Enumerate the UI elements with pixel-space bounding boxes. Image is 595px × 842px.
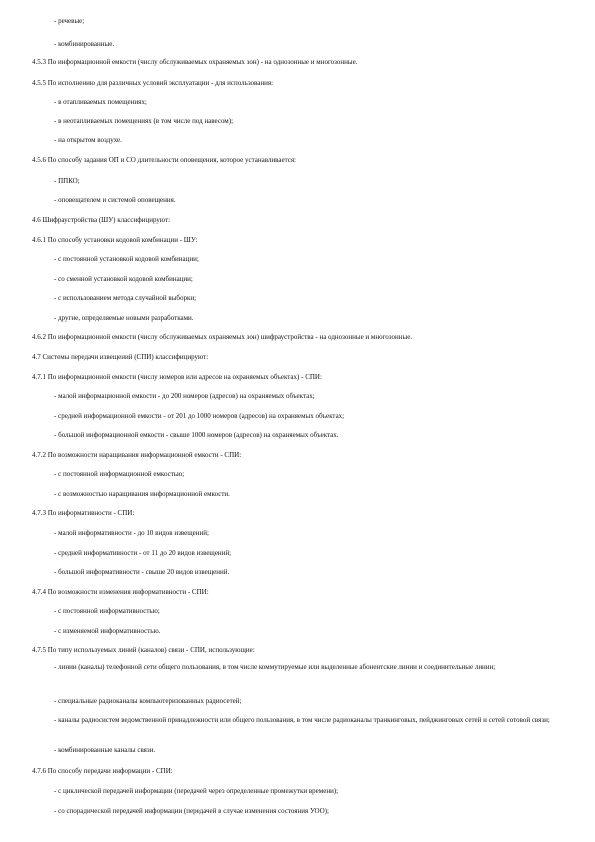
- list-item: - большой информационной емкости - свыше 1000 номеров (адресов) на охраняемых объектах.: [54, 431, 339, 439]
- list-item: - комбинированные.: [54, 40, 115, 48]
- list-item: - малой информативности - до 10 видов извещений;: [54, 529, 209, 537]
- list-item: - другие, определяемые новыми разработками.: [54, 314, 194, 322]
- list-item: - с использованием метода случайной выборки;: [54, 294, 197, 302]
- list-item: - комбинированные каналы связи.: [54, 746, 156, 754]
- list-item: - с постоянной информационной емкостью;: [54, 470, 185, 478]
- clause-paragraph: 4.7.2 По возможности наращивания информационной емкости - СПИ:: [32, 451, 242, 459]
- list-item: - специальные радиоканалы компьютеризованных радиосетей;: [54, 697, 242, 705]
- clause-paragraph: 4.6.1 По способу установки кодовой комбинации - ШУ:: [32, 236, 198, 244]
- list-item: - большой информативности - свыше 20 видов извещений.: [54, 568, 230, 576]
- list-item: - малой информационной емкости - до 200 номеров (адресов) на охраняемых объектах;: [54, 392, 315, 400]
- list-item: - линии (каналы) телефонной сети общего пользования, в том числе коммутируемые или выделенные абонентские линии и соединительные линии;: [54, 663, 496, 671]
- list-item: - в отапливаемых помещениях;: [54, 98, 147, 106]
- list-item: - оповещателем и системой оповещения.: [54, 196, 176, 204]
- clause-paragraph: 4.7.4 По возможности изменения информативности - СПИ:: [32, 588, 209, 596]
- clause-paragraph: 4.6.2 По информационной емкости (числу обслуживаемых охраняемых зон) шифраустройства - на однозонные и многозонные.: [32, 333, 413, 341]
- list-item: - со сменной установкой кодовой комбинации;: [54, 275, 193, 283]
- list-item: - с циклической передачей информации (передачей через определенные промежутки времени);: [54, 787, 339, 795]
- clause-paragraph: 4.7.5 По типу используемых линий (каналов) связи - СПИ, использующие:: [32, 646, 255, 654]
- list-item: - каналы радиосистем ведомственной принадлежности или общего пользования, в том числе радиоканалы транкинговых, пейджинговых сетей и сетей сотовой связи;: [54, 716, 550, 724]
- list-item: - на открытом воздухе.: [54, 136, 122, 144]
- clause-paragraph: 4.7.3 По информативности - СПИ:: [32, 509, 135, 517]
- clause-paragraph: 4.5.6 По способу задания ОП и СО длительности оповещения, которое устанавливается:: [32, 156, 296, 164]
- list-item: - в неотапливаемых помещениях (в том числе под навесом);: [54, 117, 234, 125]
- list-item: - речевые;: [54, 17, 85, 25]
- list-item: - с постоянной информативностью;: [54, 607, 160, 615]
- list-item: - средней информативности - от 11 до 20 видов извещений;: [54, 549, 232, 557]
- section-heading: 4.6 Шифраустройства (ШУ) классифицируют:: [32, 216, 171, 224]
- clause-paragraph: 4.7.6 По способу передачи информации - СПИ:: [32, 767, 173, 775]
- list-item: - ППКО;: [54, 177, 80, 185]
- list-item: - с постоянной установкой кодовой комбинации;: [54, 255, 199, 263]
- section-heading: 4.7 Системы передачи извещений (СПИ) классифицируют:: [32, 353, 209, 361]
- list-item: - со спорадической передачей информации (передачей в случае изменения состояния УОО);: [54, 807, 329, 815]
- clause-paragraph: 4.5.5 По исполнению для различных условий эксплуатации - для использования:: [32, 79, 274, 87]
- clause-paragraph: 4.7.1 По информационной емкости (числу номеров или адресов на охраняемых объектах) - СПИ:: [32, 373, 322, 381]
- list-item: - с изменяемой информативностью.: [54, 627, 161, 635]
- list-item: - средней информационной емкости - от 201 до 1000 номеров (адресов) на охраняемых объектах;: [54, 412, 345, 420]
- list-item: - с возможностью наращивания информационной емкости.: [54, 490, 230, 498]
- clause-paragraph: 4.5.3 По информационной емкости (числу обслуживаемых охраняемых зон) - на однозонные и многозонные.: [32, 58, 358, 66]
